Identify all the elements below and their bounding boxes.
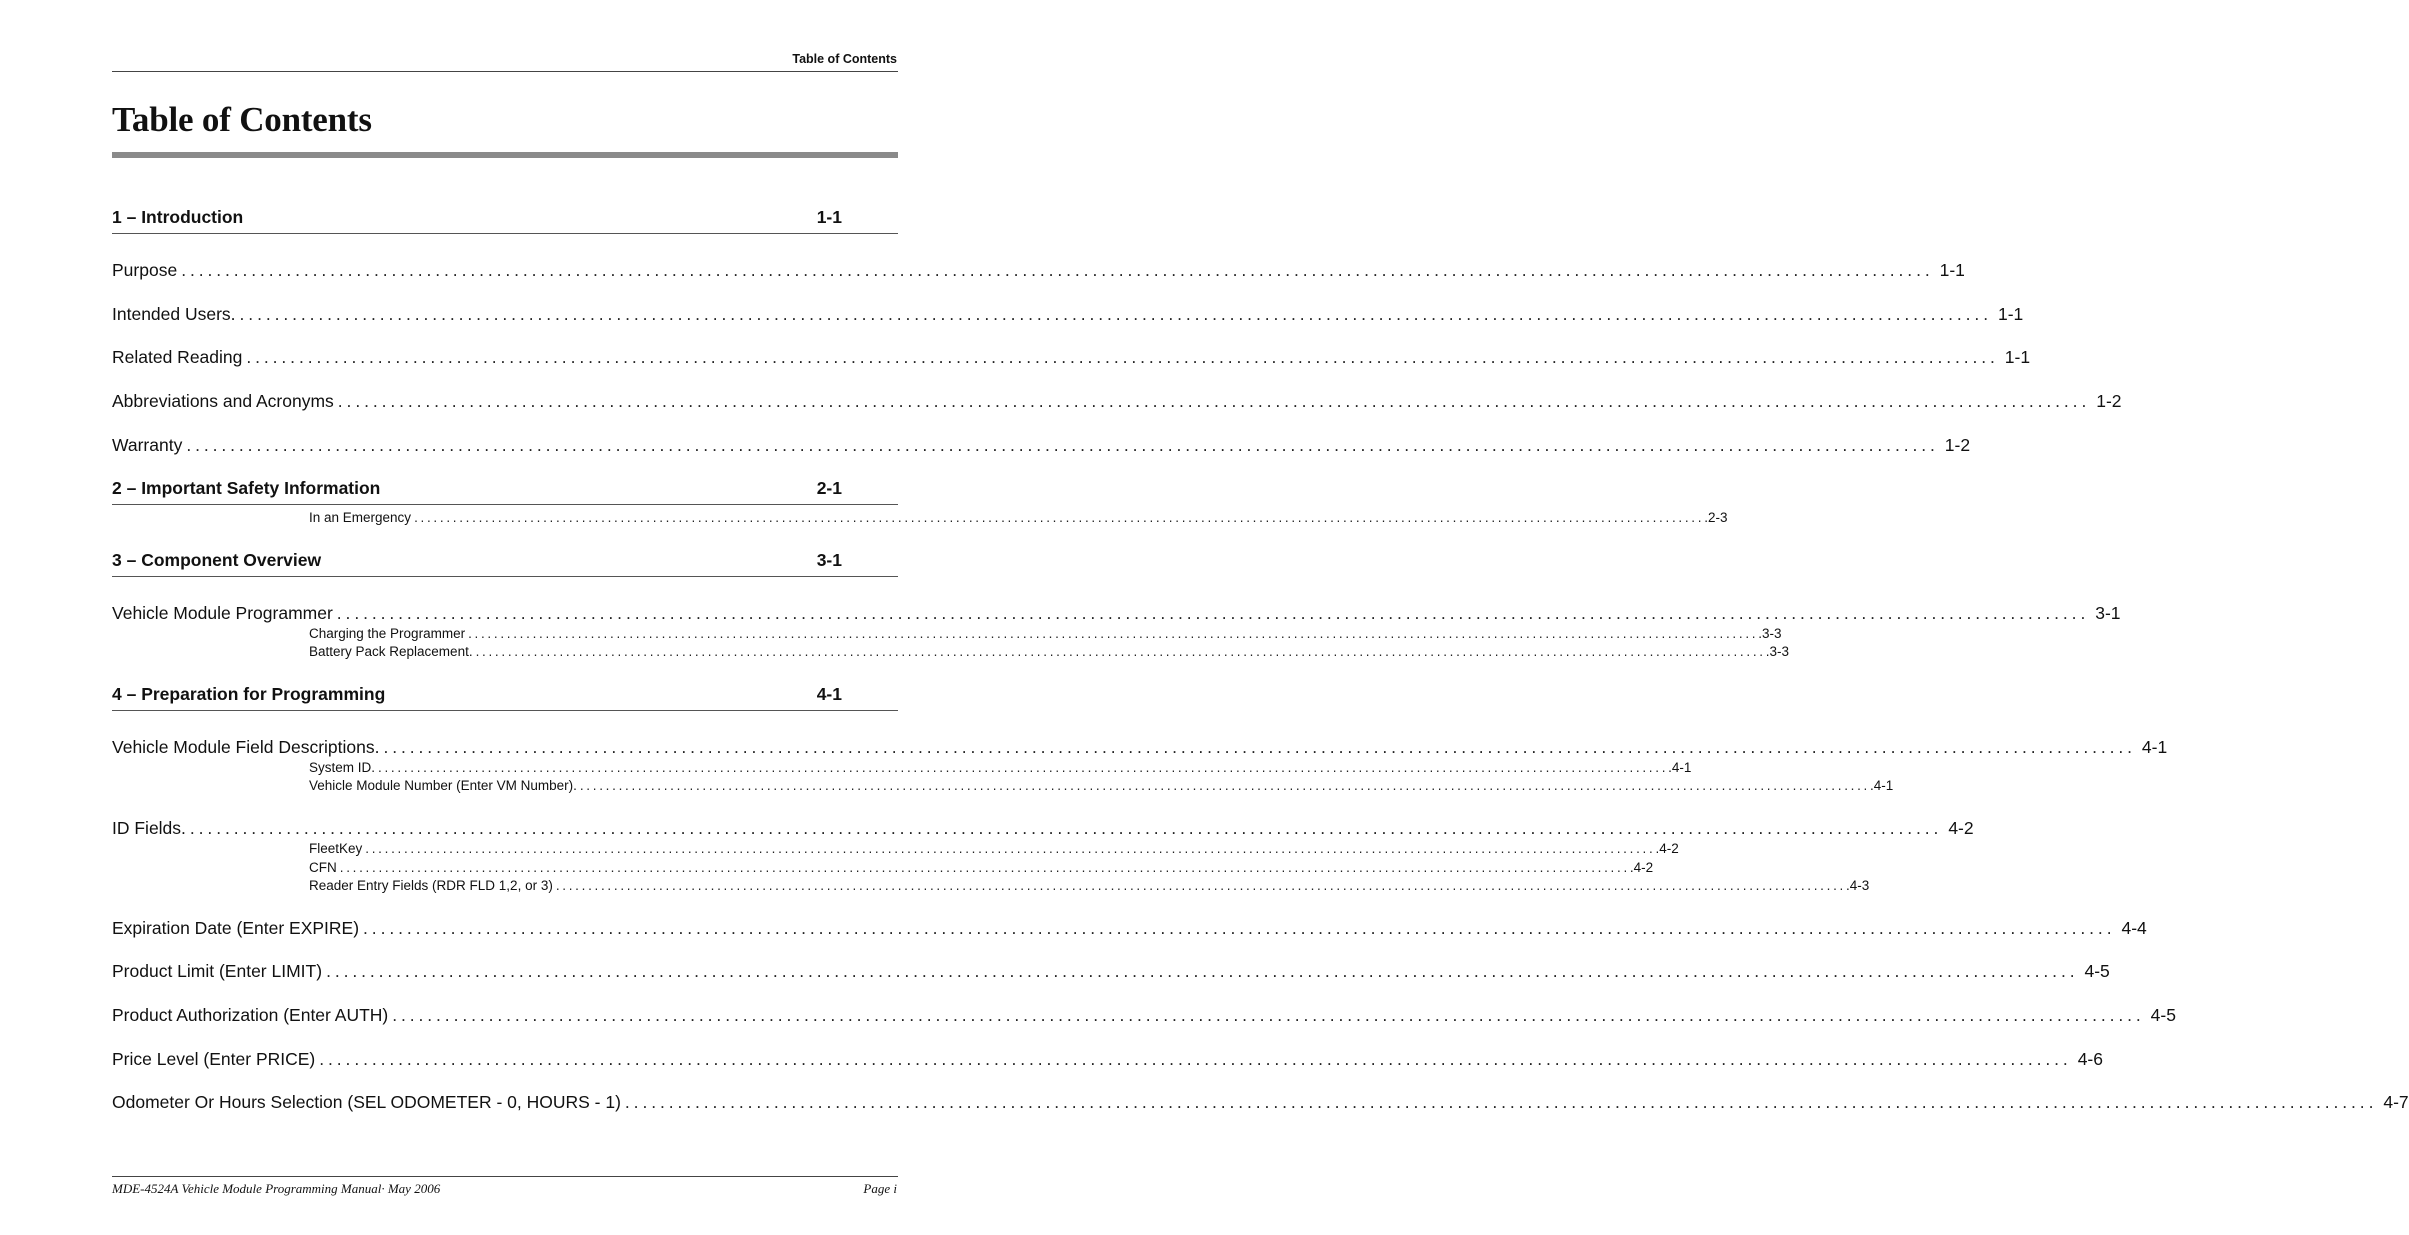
- toc-entry-page: 4-5: [2084, 961, 2110, 981]
- toc-entry-page: 4-6: [2077, 1049, 2103, 1069]
- toc-subentry-page: .4-3: [1845, 878, 1870, 893]
- toc-subentry-title: Reader Entry Fields (RDR FLD 1,2, or 3): [309, 878, 553, 893]
- toc-subentry-title: In an Emergency: [309, 510, 412, 525]
- toc-entry-expiration-date[interactable]: [112, 918, 2147, 940]
- header-rule: [112, 71, 898, 72]
- toc-entry-title: ID Fields.: [112, 818, 186, 838]
- toc-subentry-vm-number[interactable]: [309, 778, 1894, 795]
- toc-entry-vm-programmer[interactable]: [112, 603, 2121, 625]
- chapter-1-title[interactable]: 1 – Introduction: [112, 207, 244, 227]
- toc-entry-title: Intended Users.: [112, 304, 236, 324]
- toc-entry-title: Warranty: [112, 435, 183, 455]
- toc-entry-title: Price Level (Enter PRICE): [112, 1049, 316, 1069]
- toc-entry-warranty[interactable]: [112, 435, 1971, 457]
- toc-subentry-system-id[interactable]: [309, 760, 1692, 777]
- toc-subentry-page: .4-1: [1668, 760, 1692, 775]
- toc-subentry-title: Battery Pack Replacement.: [309, 644, 473, 659]
- toc-subentry-page: .4-1: [1870, 778, 1894, 793]
- dot-leader: ........................................................................................................................................................................................................: [339, 860, 1630, 875]
- footer-page-number: Page i: [863, 1181, 897, 1196]
- toc-subentry-cfn[interactable]: [309, 860, 1654, 877]
- title-rule: [112, 152, 898, 158]
- toc-subentry-page: .4-2: [1655, 841, 1679, 856]
- dot-leader: ........................................................................................................................................................................................................: [337, 391, 2091, 411]
- toc-entry-product-limit[interactable]: [112, 961, 2110, 983]
- dot-leader: ........................................................................................................................................................................................................: [239, 304, 1992, 324]
- chapter-2-page: 2-1: [816, 478, 842, 498]
- toc-subentry-page: .4-2: [1629, 860, 1654, 875]
- dot-leader: ........................................................................................................................................................................................................: [181, 260, 1934, 280]
- toc-subentry-title: CFN: [309, 860, 337, 875]
- dot-leader: ........................................................................................................................................................................................................: [555, 878, 1846, 893]
- dot-leader: ........................................................................................................................................................................................................: [392, 1005, 2145, 1025]
- dot-leader: ........................................................................................................................................................................................................: [326, 961, 2079, 981]
- toc-entry-title: Abbreviations and Acronyms: [112, 391, 334, 411]
- toc-entry-page: 4-2: [1948, 818, 1974, 838]
- dot-leader: ........................................................................................................................................................................................................: [624, 1092, 2378, 1112]
- toc-entry-title: Product Authorization (Enter AUTH): [112, 1005, 389, 1025]
- toc-subentry-page: .2-3: [1704, 510, 1728, 525]
- chapter-rule: [112, 504, 898, 505]
- toc-entry-product-authorization[interactable]: [112, 1005, 2176, 1027]
- chapter-3-page: 3-1: [816, 550, 842, 570]
- chapter-rule: [112, 710, 898, 711]
- toc-entry-title: Vehicle Module Field Descriptions.: [112, 737, 380, 757]
- dot-leader: ........................................................................................................................................................................................................: [363, 918, 2116, 938]
- toc-entry-page: 1-1: [1997, 304, 2024, 324]
- toc-subentry-page: .3-3: [1765, 644, 1789, 659]
- toc-entry-page: 3-1: [2095, 603, 2121, 623]
- toc-entry-title: Odometer Or Hours Selection (SEL ODOMETER - 0, HOURS - 1): [112, 1092, 621, 1112]
- toc-entry-vm-field-descriptions[interactable]: [112, 737, 2168, 759]
- chapter-4-title[interactable]: 4 – Preparation for Programming: [112, 684, 386, 704]
- toc-entry-page: 1-1: [1939, 260, 1965, 280]
- toc-entry-page: 1-2: [1944, 435, 1971, 455]
- toc-entry-price-level[interactable]: [112, 1049, 2103, 1071]
- chapter-3-title[interactable]: 3 – Component Overview: [112, 550, 322, 570]
- dot-leader: ........................................................................................................................................................................................................: [319, 1049, 2072, 1069]
- dot-leader: ........................................................................................................................................................................................................: [468, 626, 1759, 641]
- dot-leader: ........................................................................................................................................................................................................: [189, 818, 1943, 838]
- footer-document-title: MDE-4524A Vehicle Module Programming Manual· May 2006: [112, 1181, 441, 1196]
- chapter-2-title[interactable]: 2 – Important Safety Information: [112, 478, 381, 498]
- toc-entry-title: Expiration Date (Enter EXPIRE): [112, 918, 360, 938]
- toc-subentry-title: FleetKey: [309, 841, 363, 856]
- dot-leader: ........................................................................................................................................................................................................: [186, 435, 1939, 455]
- toc-subentry-title: System ID.: [309, 760, 376, 775]
- toc-subentry-charging[interactable]: [309, 626, 1782, 643]
- toc-subentry-fleetkey[interactable]: [309, 841, 1679, 858]
- toc-entry-odometer-hours[interactable]: [112, 1092, 2409, 1114]
- toc-subentry-emergency[interactable]: [309, 510, 1728, 527]
- chapter-1-page: 1-1: [816, 207, 842, 227]
- dot-leader: ........................................................................................................................................................................................................: [579, 778, 1871, 793]
- toc-subentry-battery[interactable]: [309, 644, 1789, 661]
- toc-subentry-reader-entry-fields[interactable]: [309, 878, 1870, 895]
- chapter-rule: [112, 233, 898, 234]
- toc-entry-title: Related Reading: [112, 347, 243, 367]
- dot-leader: ........................................................................................................................................................................................................: [336, 603, 2090, 623]
- dot-leader: ........................................................................................................................................................................................................: [365, 841, 1656, 856]
- chapter-4-page: 4-1: [816, 684, 842, 704]
- toc-entry-abbreviations[interactable]: [112, 391, 2122, 413]
- toc-entry-page: 4-4: [2121, 918, 2147, 938]
- dot-leader: ........................................................................................................................................................................................................: [414, 510, 1705, 525]
- toc-entry-title: Vehicle Module Programmer: [112, 603, 333, 623]
- dot-leader: ........................................................................................................................................................................................................: [383, 737, 2136, 757]
- toc-entry-page: 4-7: [2383, 1092, 2409, 1112]
- toc-entry-title: Product Limit (Enter LIMIT): [112, 961, 323, 981]
- toc-entry-title: Purpose: [112, 260, 178, 280]
- toc-entry-page: 4-1: [2141, 737, 2168, 757]
- toc-subentry-title: Charging the Programmer: [309, 626, 466, 641]
- toc-entry-related-reading[interactable]: [112, 347, 2031, 369]
- toc-entry-purpose[interactable]: [112, 260, 1965, 282]
- dot-leader: ........................................................................................................................................................................................................: [378, 760, 1669, 775]
- toc-entry-intended-users[interactable]: [112, 304, 2024, 326]
- dot-leader: ........................................................................................................................................................................................................: [246, 347, 1999, 367]
- toc-entry-page: 4-5: [2150, 1005, 2176, 1025]
- toc-entry-page: 1-2: [2096, 391, 2122, 411]
- footer-rule: [112, 1176, 898, 1177]
- toc-subentry-title: Vehicle Module Number (Enter VM Number).: [309, 778, 577, 793]
- toc-subentry-page: .3-3: [1758, 626, 1782, 641]
- page-title: Table of Contents: [112, 100, 372, 139]
- toc-entry-id-fields[interactable]: [112, 818, 1974, 840]
- chapter-rule: [112, 576, 898, 577]
- toc-entry-page: 1-1: [2004, 347, 2031, 367]
- running-header: Table of Contents: [792, 52, 897, 66]
- dot-leader: ........................................................................................................................................................................................................: [475, 644, 1766, 659]
